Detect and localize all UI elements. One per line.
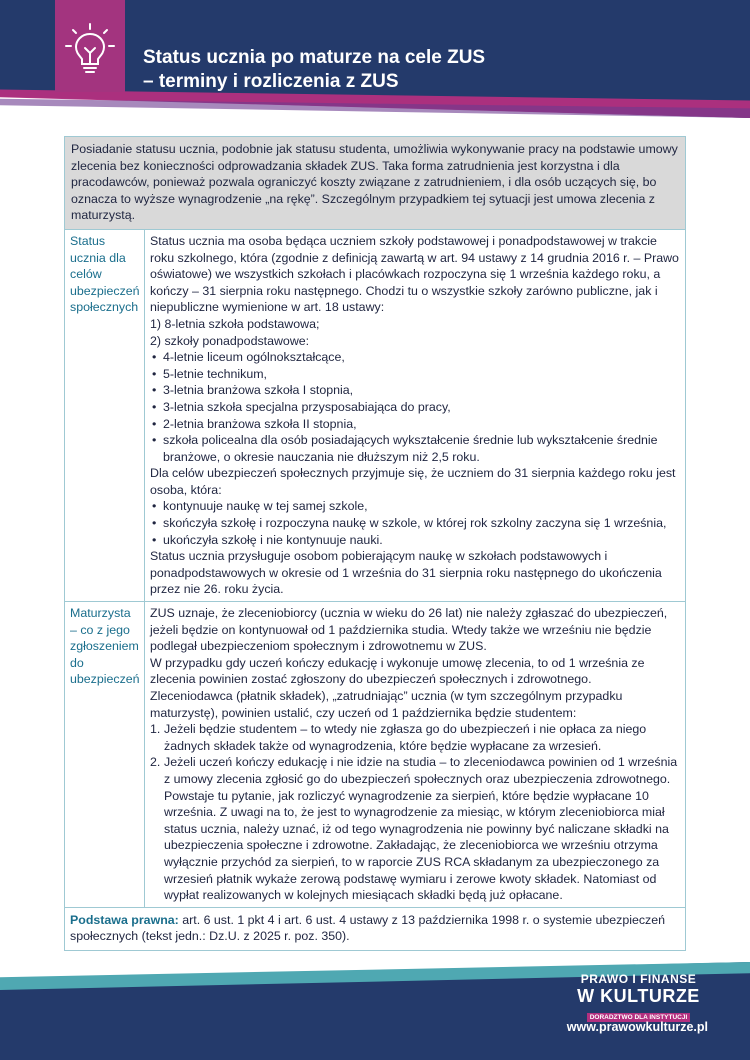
list-text: Jeżeli uczeń kończy edukację i nie idzie na studia – to zleceniodawca powinien od 1 września z umowy zlecenia zgłosić go do ubezpieczeń społecznych oraz ubezpieczenia zdrowotnego. Powstaje tu pytanie, jak rozliczyć wynagrodzenie za sierpień, które będzie wypłacane 10 września. Z uwagi na to, że jest to wynagrodzenie za miesiąc, w którym zleceniobiorca miał status ucznia, należy uznać, iż od tego wynagrodzenia nie powinny być naliczane składki na ubezpieczenia społeczne i zdrowotne. Zakładając, że zleceniobiorca we wrześniu otrzyma wyłącznie przychód za sierpień, to w raporcie ZUS RCA składanym za ubezpieczonego za wrzesień płatnik wykaże zerową podstawę wymiaru i zerowe kwoty składek. Natomiast od wypłat realizowanych w kolejnych miesiącach składki będą już opłacane. xyxy=(164,755,678,903)
logo-line1: PRAWO I FINANSE xyxy=(580,972,697,986)
schools-list xyxy=(150,349,681,465)
section-body xyxy=(145,230,685,601)
paragraph: Zleceniodawca (płatnik składek), „zatrudniając” ucznia (w tym szczególnym przypadku maturzystę), powinien ustalić, czy uczeń od 1 października będzie studentem: xyxy=(150,689,623,720)
list-item: • 3-letnia branżowa szkoła I stopnia, xyxy=(150,382,681,399)
icon-tab xyxy=(55,0,125,92)
list-item: • kontynuuje naukę w tej samej szkole, xyxy=(150,498,681,515)
list-number: 1. xyxy=(150,722,161,737)
list-item xyxy=(150,721,681,754)
list-item: • 4-letnie liceum ogólnokształcące, xyxy=(150,349,681,366)
page-title-line1: Status ucznia po maturze na cele ZUS xyxy=(143,47,486,68)
list-item: • ukończyła szkołę i nie kontynuuje nauki. xyxy=(150,532,681,549)
list-heading: 2) szkoły ponadpodstawowe: xyxy=(150,333,310,348)
section-status-ucznia xyxy=(65,230,685,602)
logo-line2: W KULTURZE xyxy=(577,986,700,1006)
page-title-line2: – terminy i rozliczenia z ZUS xyxy=(143,71,399,92)
paragraph: W przypadku gdy uczeń kończy edukację i wykonuje umowę zlecenia, to od 1 września ze zlecenia powinien zostać zgłoszony do ubezpieczeń społecznych i zdrowotnego. xyxy=(150,655,645,687)
list-item: • 2-letnia branżowa szkoła II stopnia, xyxy=(150,416,681,433)
intro-paragraph: Posiadanie statusu ucznia, podobnie jak statusu studenta, umożliwia wykonywanie pracy na podstawie umowy zlecenia bez konieczności odprowadzania składek ZUS. Taka forma zatrudnienia jest korzystna i dla pracodawców, ponieważ pozwala ograniczyć koszty związane z zatrudnieniem, i dla osób uczących się, bo oznacza to wyższe wynagrodzenie „na rękę”. Szczególnym przypadkiem tej sytuacji jest umowa zlecenia z maturzystą. xyxy=(65,137,685,230)
list-number: 2. xyxy=(150,755,161,770)
legal-basis xyxy=(65,908,685,950)
section-label: Maturzysta – co z jego zgłoszeniem do ubezpieczeń xyxy=(65,602,145,907)
legal-basis-text: art. 6 ust. 1 pkt 4 i art. 6 ust. 4 ustawy z 13 października 1998 r. o systemie ubezpieczeń społecznych (tekst jedn.: Dz.U. z 2025 r. poz. 350). xyxy=(70,912,666,944)
content-table xyxy=(64,136,686,951)
list-item: • 3-letnia szkoła specjalna przysposabiająca do pracy, xyxy=(150,399,681,416)
legal-basis-label: Podstawa prawna: xyxy=(70,912,179,927)
section-body xyxy=(145,602,685,907)
lightbulb-icon xyxy=(64,22,116,78)
list-item xyxy=(150,754,681,903)
brand-logo xyxy=(576,972,701,1024)
paragraph: Dla celów ubezpieczeń społecznych przyjmuje się, że uczniem do 31 sierpnia każdego roku jest osoba, która: xyxy=(150,466,676,497)
list-heading: 1) 8-letnia szkoła podstawowa; xyxy=(150,316,320,331)
conditions-list xyxy=(150,498,681,548)
paragraph: Status ucznia przysługuje osobom pobierającym naukę w szkołach podstawowych i ponadpodstawowych w okresie od 1 września do 31 sierpnia roku następnego do ukończenia przez nie 26. roku życia. xyxy=(150,549,662,597)
list-item: • szkoła policealna dla osób posiadających wykształcenie średnie lub wykształcenie średnie branżowe, o okresie nauczania nie dłuższym niż 2,5 roku. xyxy=(150,432,681,465)
section-maturzysta xyxy=(65,602,685,908)
numbered-list xyxy=(150,721,681,904)
website-link[interactable]: www.prawowkulturze.pl xyxy=(566,1020,708,1034)
paragraph: Status ucznia ma osoba będąca uczniem szkoły podstawowej i ponadpodstawowej w trakcie roku szkolnego, która (zgodnie z definicją zawartą w art. 94 ustawy z 14 grudnia 2016 r. – Prawo oświatowe) we wszystkich szkołach i placówkach rozpoczyna się 1 września każdego roku, a kończy – 31 sierpnia roku następnego. Chodzi tu o wszystkie szkoły zarówno publiczne, jak i niepubliczne wymienione w art. 18 ustawy: xyxy=(150,233,679,315)
list-item: • skończyła szkołę i rozpoczyna naukę w szkole, w której rok szkolny zaczyna się 1 września, xyxy=(150,515,681,532)
list-item: • 5-letnie technikum, xyxy=(150,366,681,383)
section-label: Status ucznia dla celów ubezpieczeń społecznych xyxy=(65,230,145,601)
list-text: Jeżeli będzie studentem – to wtedy nie zgłasza go do ubezpieczeń i nie opłaca za niego żadnych składek także od wynagrodzenia, które będzie wypłacane za wrzesień. xyxy=(164,722,647,753)
paragraph: ZUS uznaje, że zleceniobiorcy (ucznia w wieku do 26 lat) nie należy zgłaszać do ubezpieczeń, jeżeli będzie on kontynuował od 1 października studia. Wtedy także we wrześniu nie będzie podlegał ubezpieczeniom społecznym i zdrowotnemu w ZUS. xyxy=(150,606,668,654)
page-title xyxy=(143,46,643,94)
logo-tagline: DORADZTWO DLA INSTYTUCJI xyxy=(587,1013,691,1022)
